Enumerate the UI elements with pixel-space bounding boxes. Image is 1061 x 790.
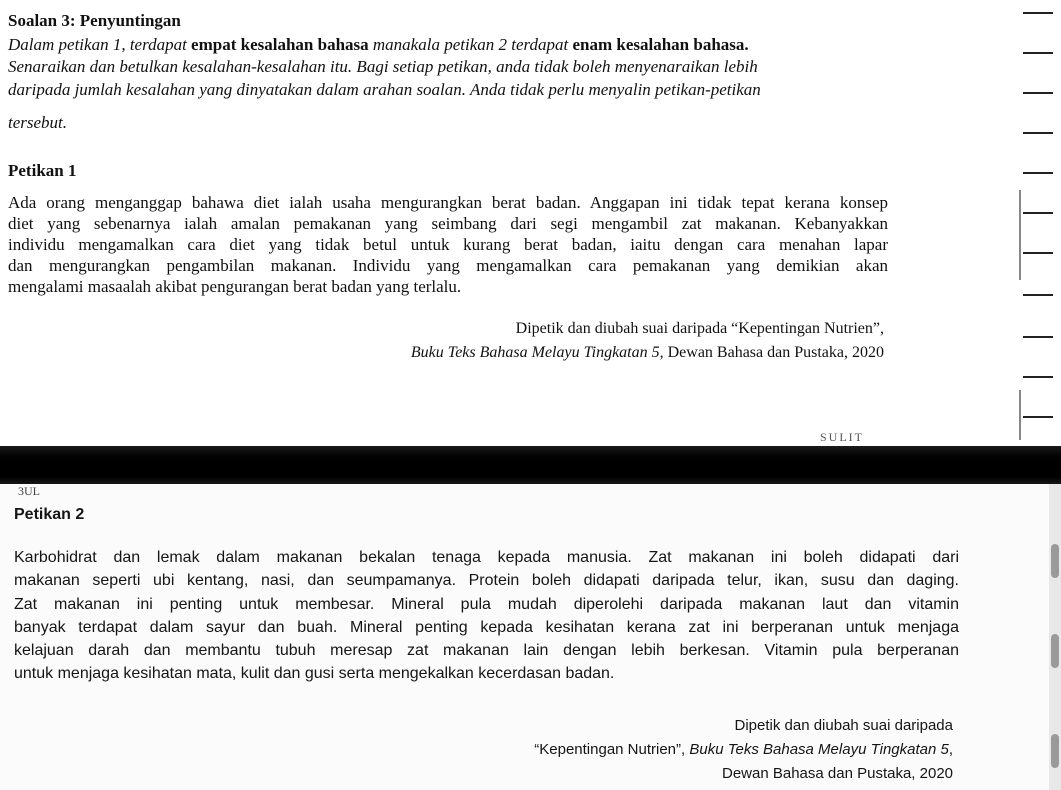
source-publisher: , Dewan Bahasa dan Pustaka, 2020 [659, 344, 884, 361]
question-title: Soalan 3: Penyuntingan [8, 11, 181, 30]
source-book-title: Buku Teks Bahasa Melayu Tingkatan 5 [689, 741, 949, 758]
petikan-1-line: Ada orang menganggap bahawa diet ialah usaha mengurangkan berat badan. Anggapan ini tidak tepat kerana konsep [8, 193, 888, 212]
page-edge-strip-bottom [1049, 484, 1061, 790]
instruction-emphasis: empat kesalahan bahasa [191, 35, 369, 54]
scan-divider [0, 446, 1061, 484]
instruction-text: manakala petikan 2 terdapat [368, 35, 573, 54]
instruction-emphasis: enam kesalahan bahasa. [572, 35, 749, 54]
instruction-line-2: Senaraikan dan betulkan kesalahan-kesalahan itu. Bagi setiap petikan, anda tidak boleh menyenaraikan lebih [8, 57, 758, 76]
petikan-2-source-line-2 [534, 738, 953, 762]
petikan-1-line: mengalami masaalah akibat pengurangan berat badan yang terlalu. [8, 277, 462, 296]
sulit-mark: SULIT [820, 430, 864, 444]
instruction-text: Dalam petikan 1, terdapat [8, 35, 192, 54]
instruction-line-4: tersebut. [8, 113, 68, 132]
petikan-2-heading: Petikan 2 [14, 506, 85, 523]
petikan-2-line: Zat makanan ini penting untuk membesar. Mineral pula mudah diperolehi daripada makanan laut dan vitamin [14, 595, 959, 613]
petikan-2-line: kelajuan darah dan membantu tubuh meresap zat makanan lain dengan lebih berkesan. Vitamin pula berperanan [14, 642, 959, 660]
source-book-title: Buku Teks Bahasa Melayu Tingkatan 5 [410, 344, 660, 361]
petikan-2-line: Karbohidrat dan lemak dalam makanan bekalan tenaga kepada manusia. Zat makanan ini boleh didapati dari [14, 549, 959, 566]
petikan-2-source-line-1: Dipetik dan diubah suai daripada [734, 717, 953, 734]
petikan-2-line: makanan seperti ubi kentang, nasi, dan seumpamanya. Protein boleh didapati daripada telur, ikan, susu dan daging. [14, 572, 959, 590]
instruction-line-3: daripada jumlah kesalahan yang dinyatakan dalam arahan soalan. Anda tidak perlu menyalin petikan-petikan [8, 80, 761, 99]
source-comma: , [948, 741, 953, 758]
petikan-1-source-line-1: Dipetik dan diubah suai daripada “Kepentingan Nutrien”, [515, 320, 884, 337]
petikan-1-source-line-2 [411, 342, 884, 363]
petikan-2-line: banyak terdapat dalam sayur dan buah. Mineral penting kepada kesihatan kerana zat ini berperanan untuk menjaga [14, 618, 959, 636]
petikan-1-line: diet yang sebenarnya ialah amalan pemakanan yang seimbang dari segi mengambil zat makanan. Kebanyakkan [8, 214, 888, 233]
petikan-2-line: untuk menjaga kesihatan mata, kulit dan gusi serta mengekalkan kecerdasan badan. [14, 665, 615, 683]
petikan-2-body [14, 546, 959, 686]
petikan-1-line: individu mengamalkan cara diet yang tidak betul untuk kurang berat badan, iaitu dengan cara menahan lapar [8, 235, 888, 254]
petikan-1-line: dan mengurangkan pengambilan makanan. Individu yang mengamalkan cara pemakanan yang demikian akan [8, 256, 888, 275]
page-edge-strip [961, 0, 1061, 446]
petikan-2-source-line-3: Dewan Bahasa dan Pustaka, 2020 [722, 765, 953, 782]
instruction-line-1 [8, 34, 749, 55]
petikan-1-body [8, 192, 888, 297]
petikan-1-heading: Petikan 1 [8, 161, 77, 180]
source-article: “Kepentingan Nutrien”, [534, 741, 690, 758]
cut-off-header-fragment: 3UL [18, 484, 40, 498]
